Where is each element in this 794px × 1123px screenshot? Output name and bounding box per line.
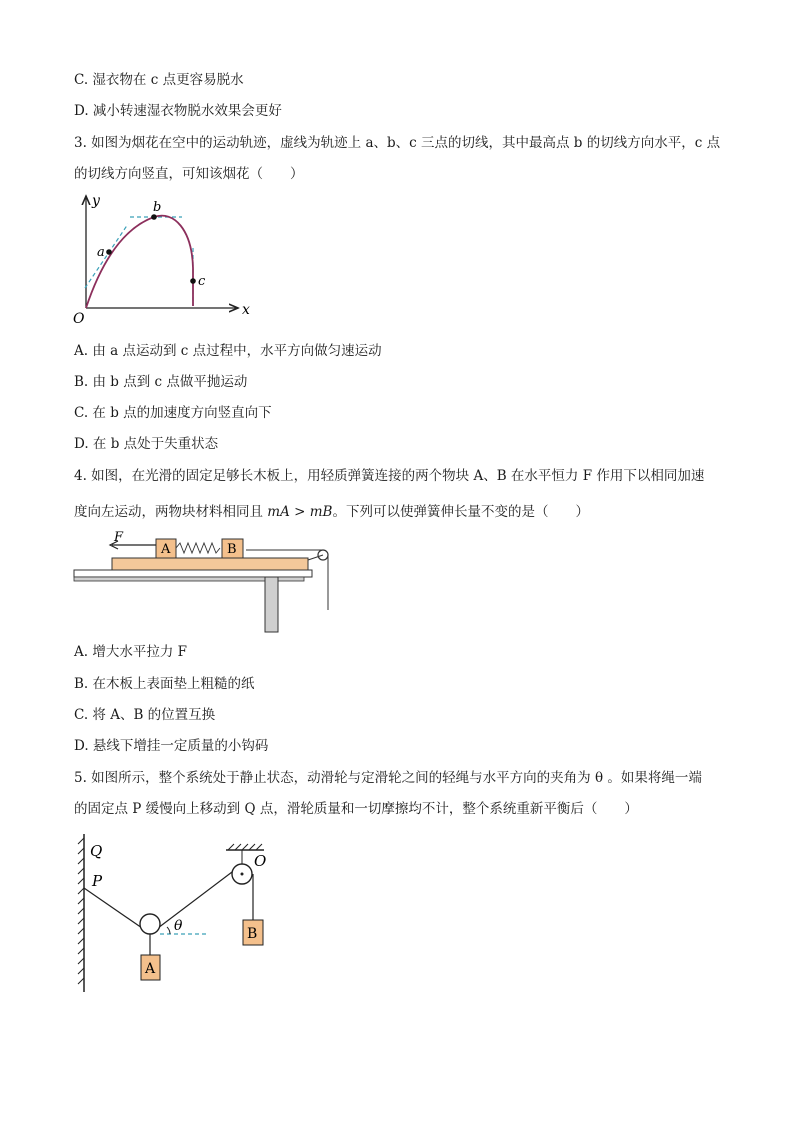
q5-label-a: A — [145, 961, 156, 977]
q5-stem-line2: 的固定点 P 缓慢向上移动到 Q 点，滑轮质量和一切摩擦均不计，整个系统重新平衡后（ ） — [74, 801, 638, 817]
q2-option-c: C. 湿衣物在 c 点更容易脱水 — [74, 72, 244, 88]
q3-option-b: B. 由 b 点到 c 点做平抛运动 — [74, 374, 248, 390]
q3-tangent-a — [85, 224, 128, 288]
q3-stem-line1: 3. 如图为烟花在空中的运动轨迹，虚线为轨迹上 a、b、c 三点的切线，其中最高点 b 的切线方向水平，c 点 — [74, 135, 721, 151]
q4-stem-line2-post: 。下列可以使弹簧伸长量不变的是（ ） — [332, 504, 589, 520]
q5-rope-left — [84, 888, 142, 928]
q5-ceiling-hatch — [228, 844, 262, 850]
q5-fixed-pulley-axle — [241, 873, 244, 876]
q4-stem-line2-pre: 度向左运动，两物块材料相同且 — [74, 504, 268, 520]
q5-label-q: Q — [90, 842, 103, 860]
q5-wall-hatch — [78, 838, 84, 984]
q5-figure — [70, 828, 280, 998]
q3-point-b — [151, 214, 157, 220]
q3-option-d: D. 在 b 点处于失重状态 — [74, 436, 219, 452]
q2-option-d: D. 减小转速湿衣物脱水效果会更好 — [74, 103, 282, 119]
q3-option-c: C. 在 b 点的加速度方向竖直向下 — [74, 405, 272, 421]
q3-stem-line2: 的切线方向竖直，可知该烟花（ ） — [74, 166, 304, 182]
q3-label-a: a — [97, 245, 105, 260]
q4-stem-line2 — [74, 500, 589, 520]
q4-option-d: D. 悬线下增挂一定质量的小钩码 — [74, 738, 269, 754]
q3-label-b: b — [153, 200, 162, 215]
q5-movable-pulley — [140, 914, 160, 934]
q5-rope-right — [158, 869, 236, 928]
q4-label-a: A — [161, 542, 171, 557]
q4-label-b: B — [227, 542, 237, 557]
q5-stem-line1: 5. 如图所示，整个系统处于静止状态，动滑轮与定滑轮之间的轻绳与水平方向的夹角为 θ 。如果将绳一端 — [74, 770, 702, 786]
q5-label-p: P — [92, 872, 103, 890]
q5-label-o: O — [254, 852, 267, 870]
q4-option-b: B. 在木板上表面垫上粗糙的纸 — [74, 676, 255, 692]
q3-label-c: c — [198, 274, 206, 289]
q4-table-leg — [265, 577, 278, 632]
q3-point-a — [106, 249, 112, 255]
q4-stem-line1: 4. 如图，在光滑的固定足够长木板上，用轻质弹簧连接的两个物块 A、B 在水平恒力 F 作用下以相同加速 — [74, 468, 705, 484]
q3-label-y: y — [92, 193, 100, 209]
q3-point-c — [190, 278, 196, 284]
q3-option-a: A. 由 a 点运动到 c 点过程中，水平方向做匀速运动 — [74, 343, 382, 359]
q4-table-top — [74, 570, 312, 577]
q3-label-o: O — [73, 311, 85, 327]
q4-option-a: A. 增大水平拉力 F — [74, 644, 187, 660]
q4-mass-relation: mA > mB — [267, 504, 333, 520]
q3-figure — [70, 188, 260, 328]
q4-spring — [176, 543, 220, 553]
q5-label-b: B — [247, 926, 258, 942]
q4-label-f: F — [114, 530, 124, 545]
q5-label-theta: θ — [174, 918, 183, 934]
q3-label-x: x — [242, 302, 250, 318]
q4-figure — [72, 528, 342, 634]
q4-option-c: C. 将 A、B 的位置互换 — [74, 707, 216, 723]
q5-angle-arc — [167, 927, 170, 934]
q4-board — [112, 558, 308, 570]
